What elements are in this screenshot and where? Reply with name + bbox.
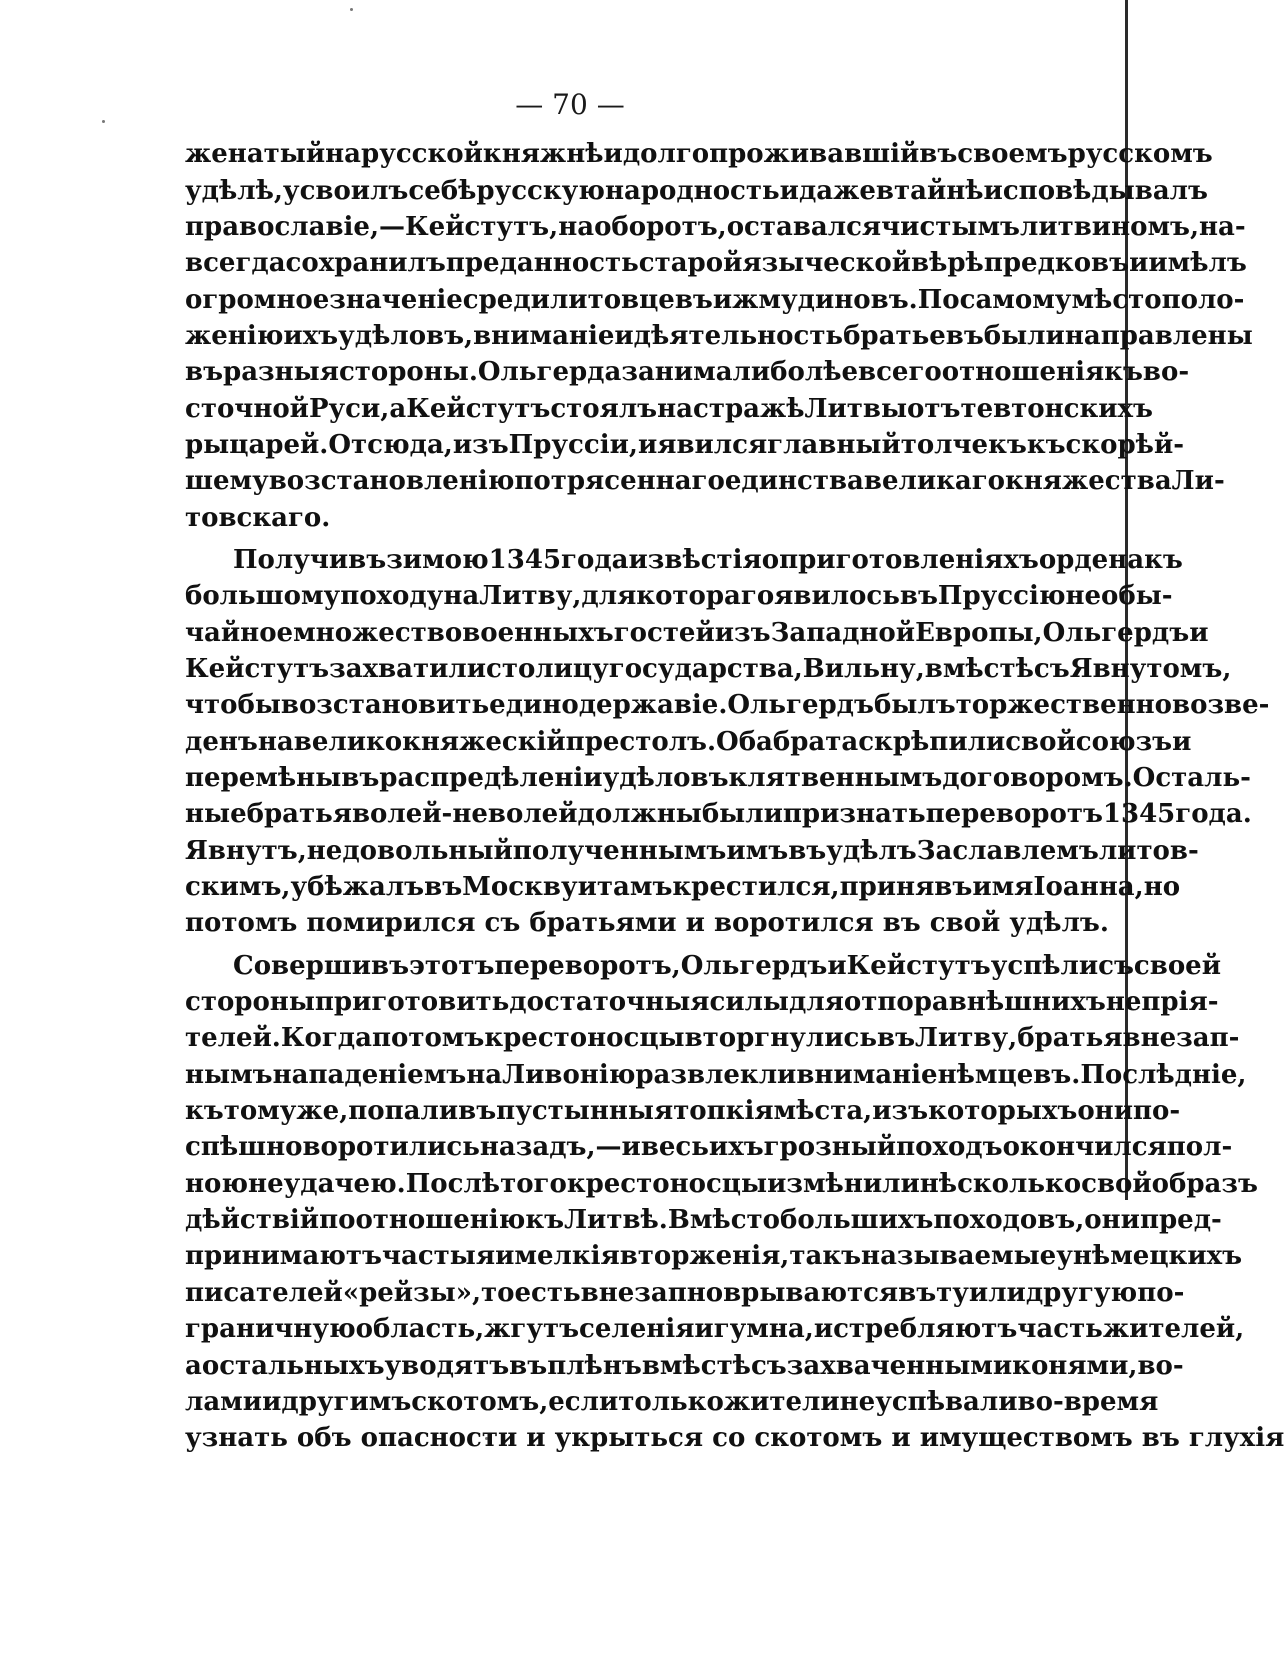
text-line: перемѣны въ распредѣленіи удѣловъ клятвеннымъ договоромъ. Осталь- xyxy=(185,763,1251,794)
text-line: рыцарей. Отсюда, изъ Пруссіи, и явился главный толчекъ къ скорѣй- xyxy=(185,429,1185,460)
text-line: сточной Руси, а Кейстутъ стоялъ на стражѣ Литвы отъ тевтонскихъ xyxy=(185,393,1153,424)
text-line: ные братья волей-неволей должны были признать переворотъ 1345 года. xyxy=(185,799,1252,830)
text-line: а остальныхъ уводятъ въ плѣнъ вмѣстѣ съ захваченными конями, во- xyxy=(185,1350,1184,1381)
text-line: скимъ, убѣжалъ въ Москву и тамъ крестился, принявъ имя Іоанна, но xyxy=(185,872,1181,903)
text-line: писателей «рейзы», то есть внезапно врываются въ ту или другую по- xyxy=(185,1277,1185,1308)
text-line: граничную область, жгутъ селенія и гумна, истребляютъ часть жителей, xyxy=(185,1314,1245,1345)
text-line: дѣйствій по отношенію къ Литвѣ. Вмѣсто большихъ походовъ, они пред- xyxy=(185,1205,1222,1236)
text-line: Кейстутъ захватили столицу государства, Вильну, вмѣстѣ съ Явнутомъ, xyxy=(185,653,1232,684)
text-line: чтобы возстановить единодержавіе. Ольгердъ былъ торжественно возве- xyxy=(185,690,1270,721)
text-line: ною неудачею. Послѣ того крестоносцы измѣнили нѣсколько свой образъ xyxy=(185,1168,1258,1199)
paragraph xyxy=(185,542,1270,942)
print-speck xyxy=(350,8,353,11)
text-line: въ разныя стороны. Ольгерда занимали болѣе всего отношенія къ во- xyxy=(185,357,1190,388)
text-line: большому походу на Литву, для котораго явилось въ Пруссію необы- xyxy=(185,581,1173,612)
text-line: всегда сохранилъ преданность старой языческой вѣрѣ предковъ и имѣлъ xyxy=(185,248,1247,279)
text-line: Явнутъ, недовольный полученнымъ имъ въ удѣлъ Заславлемъ литов- xyxy=(185,835,1199,866)
text-line: потомъ помирился съ братьями и воротился въ свой удѣлъ. xyxy=(185,908,1109,939)
text-line: чайное множество военныхъ гостей изъ Западной Европы, Ольгердъ и xyxy=(185,617,1209,648)
text-line: женію ихъ удѣловъ, вниманіе и дѣятельность братьевъ были направлены xyxy=(185,320,1253,351)
text-line: телей. Когда потомъ крестоносцы вторгнулись въ Литву, братья внезап- xyxy=(185,1023,1240,1054)
text-line: узнать объ опасности и укрыться со скотомъ и имуществомъ въ глухія xyxy=(185,1423,1284,1454)
text-line: денъ на великокняжескій престолъ. Оба брата скрѣпили свой союзъ и xyxy=(185,726,1192,757)
paragraph xyxy=(185,948,1284,1457)
text-line: православіе,—Кейстутъ, наоборотъ, оставался чистымъ литвиномъ, на- xyxy=(185,211,1246,242)
text-line: Получивъ зимою 1345 года извѣстія о приготовленіяхъ ордена къ xyxy=(233,544,1183,575)
text-line: шему возстановленію потрясеннаго единства великаго княжества Ли- xyxy=(185,466,1225,497)
text-line: принимаютъ частыя и мелкія вторженія, такъ называемые у нѣмецкихъ xyxy=(185,1241,1243,1272)
text-line: спѣшно воротились назадъ,—и весь ихъ грозный походъ окончился пол- xyxy=(185,1132,1233,1163)
text-line: стороны приготовить достаточныя силы для отпора внѣшнихъ непрія- xyxy=(185,987,1219,1018)
text-line: товскаго. xyxy=(185,502,331,533)
text-line: нымъ нападеніемъ на Ливонію развлекли вниманіе нѣмцевъ. Послѣдніе, xyxy=(185,1059,1247,1090)
text-line: Совершивъ этотъ переворотъ, Ольгердъ и Кейстутъ успѣли съ своей xyxy=(233,950,1221,981)
paragraph xyxy=(185,136,1253,536)
page-number: — 70 — xyxy=(515,88,625,121)
body-text xyxy=(185,136,1284,1456)
text-line: къ тому же, попали въ пустынныя топкія мѣста, изъ которыхъ они по- xyxy=(185,1096,1181,1127)
text-line: женатый на русской княжнѣ и долго проживавшій въ своемъ русскомъ xyxy=(185,139,1213,170)
text-line: лами и другимъ скотомъ, если только жители не успѣвали во-время xyxy=(185,1386,1159,1417)
text-line: огромное значеніе среди литовцевъ и жмудиновъ. По самому мѣстополо- xyxy=(185,284,1245,315)
text-line: удѣлѣ, усвоилъ себѣ русскую народность и даже втайнѣ исповѣдывалъ xyxy=(185,175,1208,206)
